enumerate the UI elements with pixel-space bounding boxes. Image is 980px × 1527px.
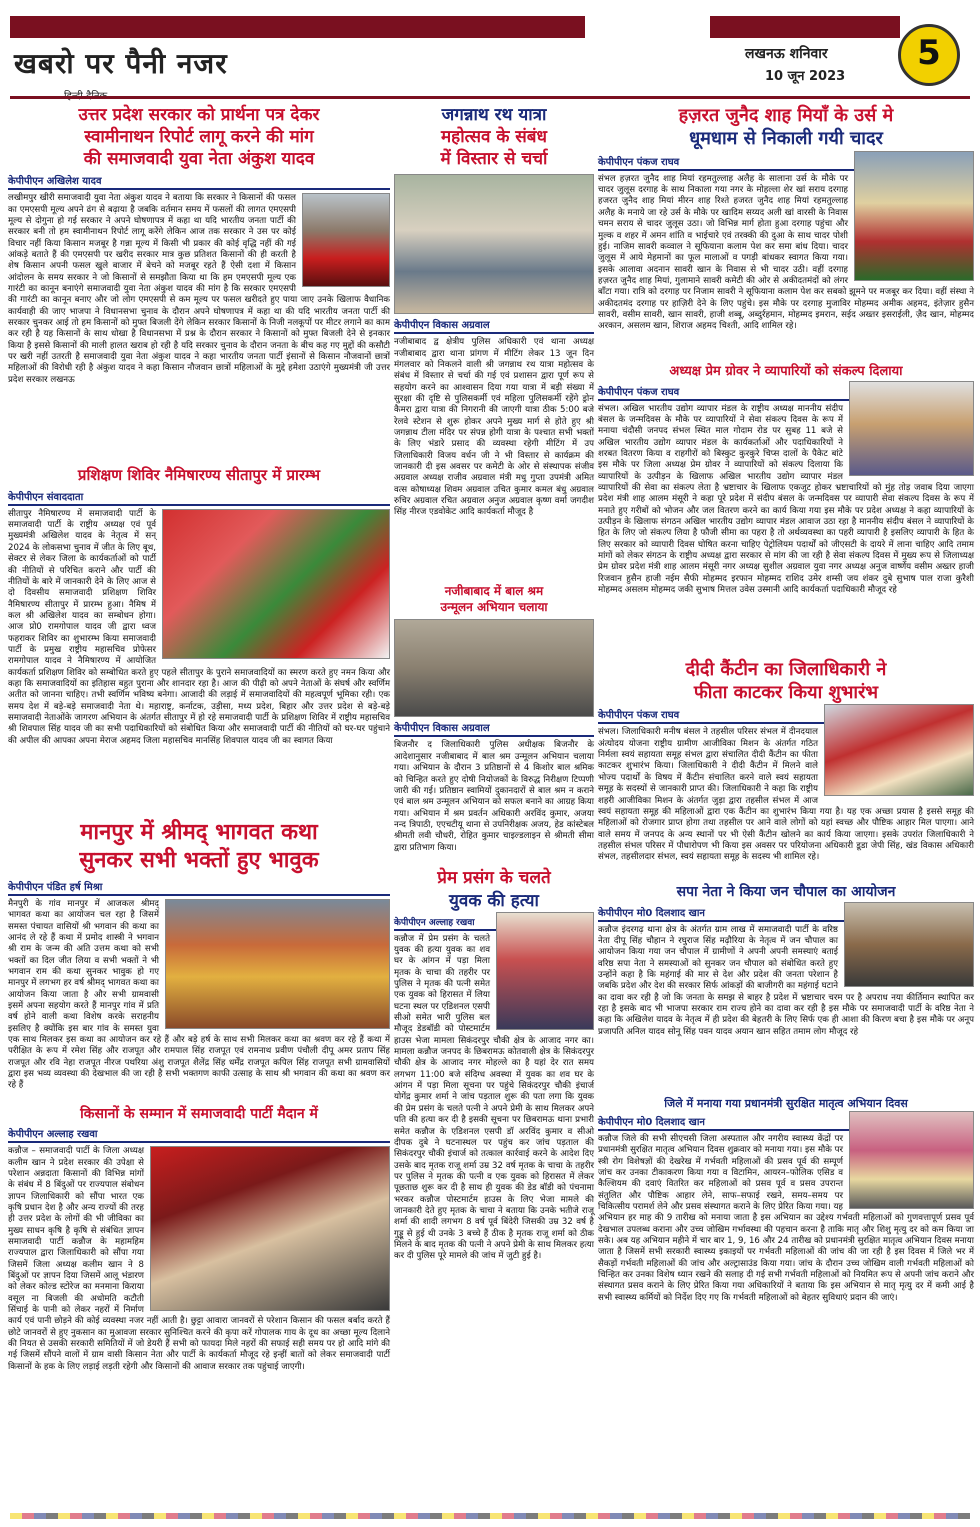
photo-meeting — [394, 174, 594, 314]
article-rath-yatra — [394, 104, 594, 580]
article-body: कन्नौज जिले की सभी सीएचसी जिला अस्पताल और नगरीय स्वास्थ्य केंद्रों पर प्रधानमंत्री सुरक्षित मातृत्व अभियान दिवस शुक्रवार को मनाया गया। इस मौके पर स्त्री रोग विशेषज्ञों की देखरेख में गर्भवती महिलाओं की प्रसव पूर्व की सम्पूर्ण जांच कर उनका टीकाकरण किया गया व विटामिन, आयरन–फोलिक एसिड व कैल्शियम की दवाएं वितरित कर महिलाओं को प्रसव पूर्व व प्रसव उपरान्त संतुलित और पौष्टिक आहार लेने, साफ–सफाई रखने, समय–समय पर चिकित्सीय परामर्श लेने और प्रसव संस्थागत कराने के लिए प्रेरित किया गया। यह अभियान हर माह की 9 तारीख को मनाया जाता है इस अभियान का उद्देश्य गर्भवती महिलाओं को गुणवत्तापूर्ण प्रसव पूर्व देखभाल उपलब्ध कराना और उच्च जोखिम गर्भावस्था की पहचान करना है ताकि मातृ और शिशु मृत्यु दर को कम किया जा सके। अब यह अभियान महीने में चार बार 1, 9, 16 और 24 तारीख को प्रधानमंत्री सुरक्षित मातृत्व अभियान दिवस मनाया जाता है जिसमें सभी सरकारी स्वास्थ्य इकाइयों पर गर्भवती महिलाओं की जांच की जा रही है इस दिवस में जिले भर में सैकड़ों गर्भवती महिलाओं की जांच और अल्ट्रासाउंड किया गया। जांच के दौरान उच्च जोखिम वाली गर्भवती महिलाओं को चिन्हित कर उनका विशेष ध्यान रखने की सलाह दी गई सभी गर्भवती महिलाओं को नियमित रूप से अपनी जांच कराने और संस्थागत प्रसव कराने के लिए प्रेरित किया गया अधिकारियों ने बताया कि इस अभियान से मातृ मृत्यु दर में कमी आई है सभी स्वास्थ्य कर्मियों को निर्देश दिए गए कि गर्भवती महिलाओं को बेहतर सुविधाएं प्रदान की जाएं। — [598, 1133, 974, 1303]
byline: केपीपीएन अखिलेश यादव — [8, 172, 390, 190]
article-msp-demand — [8, 104, 390, 460]
article-urs-chadar — [598, 104, 974, 360]
paper-name: खबरो पर पैनी नजर — [14, 47, 228, 80]
headline-line-2: उन्मूलन अभियान चलाया — [440, 599, 548, 614]
photo-training-camp — [162, 509, 390, 659]
article-body: नजीबाबाद द्व क्षेत्रीय पुलिस अधिकारी एवं थाना अध्यक्ष नजीबाबाद द्वारा थाना प्रांगण में मीटिंग लेकर 13 जून दिन मंगलवार को निकलने वाली श्री जगन्नाथ रथ यात्रा महोत्सव के संबंध में विस्तार से चर्चा की गई एवं प्रशासन द्वारा पूर्ण रूप से सहयोग करने का आश्वासन दिया गया यात्रा में बड़ी संख्या में सुरक्षा की दृष्टि से पुलिसकर्मी एवं महिला पुलिसकर्मी रहेंगे ड्रोन कैमरा द्वारा यात्रा की निगरानी की जाएगी यात्रा ठीक 5:00 बजे रेलवे स्टेशन से शुरू होकर अपने मुख्य मार्ग से होते हुए श्री जगन्नाथ टीला मंदिर पर संपन्न होगी यात्रा के पश्चात सभी भक्तों के लिए भंडारे प्रसाद की व्यवस्था रहेगी मीटिंग में उप जिलाधिकारी विजय वर्धन जी ने भी विस्तार से कार्यक्रम की जानकारी दी इस अवसर पर कमेटी के ओर से संस्थापक संजीव अग्रवाल अध्यक्ष राजीव अग्रवाल मंत्री मधु गुप्ता उपमंत्री अमित वत्स कोषाध्यक्ष शिवम अग्रवाल उचित कुमार कमल बंधु अग्रवाल रुचिर अग्रवाल रचित अग्रवाल अनुज अग्रवाल कृष्ण वर्मा जगदीश सिंह नीरज एडवोकेट आदि कार्यकर्ता मौजूद है — [394, 337, 594, 518]
masthead-rule — [10, 96, 970, 99]
headline-line-2: स्वामीनाथन रिपोर्ट लागू करने की मांग — [84, 127, 314, 148]
article-body: कन्नौज इंदरगढ़ थाना क्षेत्र के अंतर्गत ग्राम लाख में समाजवादी पार्टी के वरिष्ठ नेता दीपू सिंह चौहान ने रघुराज सिंह मढ़ौरिया के नेतृत्व में जन चौपाल का आयोजन किया गया जन चौपाल में ग्रामीणों ने अपनी अपनी समस्याएं बताई वरिष्ठ सपा नेता ने समस्याओं को सुनकर जन चौपाल को संबोधित करते हुए उन्होंने कहा है कि महंगाई की मार से देश और प्रदेश की जनता परेशान है जबकि प्रदेश और देश की सरकार सिर्फ आंकड़ों की बाजीगरी का महंगाई घटाने का दावा कर रही है जो कि जनता के समझ से बाहर है प्रदेश में भ्रष्टाचार चरम पर है अपराध नया कीर्तिमान स्थापित कर रहा है इसके बाद भी भाजपा सरकार राम राज्य होने का दावा कर रही है इस मौके पर समाजवादी पार्टी के वरिष्ठ नेता ने कहा कि अखिलेश यादव के नेतृत्व में ही प्रदेश की बेहतरी के लिए सिर्फ एक ही आशा की किरण बचा है इस मौके पर अनूप प्रजापति अनिल यादव सोनू सिंह पवन यादव अयान खान सहित तमाम लोग मौजूद रहे — [598, 924, 974, 1037]
registration-bar — [10, 1513, 970, 1519]
headline: अध्यक्ष प्रेम ग्रोवर ने व्यापारियों को संकल्प दिलाया — [669, 363, 903, 379]
masthead-bar-left — [10, 16, 585, 38]
headline-line-1: हज़रत जुनैद शाह मियाँ के उर्स मे — [678, 105, 894, 126]
article-body: संभल हज़रत जुनैद शाह मियां रहमतुल्लाह अलैह के सालाना उर्स के मौके पर चादर जुलूस दरगाह के साथ निकाला गया नगर के मोहल्ला शेर खां सराय दरगाह हजरत जुनैद शाह मियां मीरन शाह रिश्ते हजरत जुनैद शाह मियां रहमतुल्लाह अलैह के मनाये जा रहे उर्स के मौके पर खादिम सय्यद अली खां वारसी के निवास चमन सराय से चादर जुलूस उठा। जो विभिन्न मार्ग होता हुआ दरगाह पहुंचा और मुल्क व शहर में अमन शांति व भाईचारे एवं तरक्की की दुआ के साथ चादर पोशी हुई। नाजिम सावरी कव्वाल ने सूफियाना कलाम पेश कर समा बांध दिया। चादर जुलूस में आये मेहमानों का फूल मालाओं व पगड़ी बांधकर स्वागत किया गया। इसके आलावा अदनान सावरी खान के निवास से भी चादर उठी। वहीं दरगाह हज़रत जुनैद शाह मियां, गुलामाने सावरी कमेटी की ओर से अकीदतमंदों को लंगर बाँटा गया। रात्रि को दरगाह पर निजाम सावरी ने सूफियाना कलाम पेश कर सबको झूमने पर मजबूर कर दिया। वहीं संस्था ने अकीदतमंद दरगाह पर हाज़िरी देने के लिए पहुंचे। इस मौके पर दरगाह मुजाविर मोहम्मद अमीक अहमद, इंतेज़ार हुसैन सावरी, वसीम सावरी, खान सावरी, हाजी शब्बू, अब्दुर्रहमान, मोहम्मद इमरान, सईद अख्तर इसराईली, ज़ैद खान, मोहम्मद अरकान, असलम खान, शिराज अहमद चिश्ती, आदि शामिल रहे। — [598, 173, 974, 332]
byline: केपीपीएन विकास अग्रवाल — [394, 719, 594, 737]
article-body: सीतापुर नैमिषारण्य में समाजवादी पार्टी के समाजवादी पार्टी के राष्ट्रीय अध्यक्ष एवं पूर्व मुख्यमंत्री अखिलेश यादव के नेतृत्व में सन् 2024 के लोकसभा चुनाव में जीत के लिए बूथ, सेक्टर से लेकर जिला के कार्यकर्ताओं को पार्टी की नीतियों से परिचित कराने और पार्टी की नीतियों के बारे में जानकारी देने के लिए आज से दो दिवसीय समाजवादी प्रशिक्षण शिविर नैमिषारण्य सीतापुर में प्रारम्भ हुआ। नैमिष में कल श्री अखिलेश यादव का सम्बोधन होगा। आज प्रो0 रामगोपाल यादव जी द्वारा ध्वज फहराकर शिविर का शुभारम्भ किया समाजवादी पार्टी के प्रमुख राष्ट्रीय महासचिव प्रोफेसर रामगोपाल यादव ने नैमिषारण्य में आयोजित कार्यकर्ता प्रशिक्षण शिविर को सम्बोधित करते हुए पहले सीतापुर के पुराने समाजवादियों का स्मरण करते हुए नमन किया और कहा कि समाजवादियों का इतिहास बहुत पुराना और शानदार रहा है। आज की पीढ़ी को अपने नेताओं के संघर्ष और स्वर्णिम अतीत को जानना चाहिए। तभी स्वर्णिम भविष्य बनेगा। आजादी की लड़ाई में समाजवादियों की महत्वपूर्ण भूमिका रही। एक समय देश में बड़े-बड़े समाजवादी नेता थे। महाराष्ट्र, कर्नाटक, उड़ीसा, मध्य प्रदेश, बिहार और उत्तर प्रदेश से बड़े-बड़े समाजवादी नेताओंके जागरण अभियान के अंतर्गत सीतापुर में हो रहे समाजवादी पार्टी के प्रशिक्षण शिविर में राष्ट्रीय महासचिव श्री शिवपाल सिंह यादव जी का सभी पदाधिकारियों को संबोधित किया और समाजवादी पार्टी की नीतियों को घर-घर पहुंचाने की अपील की आपका अपना मेराज अहमद जिला महासचिव मानसिंह शिवपाल यादव जी का स्वागत किया — [8, 508, 390, 746]
column-left — [8, 104, 390, 1484]
article-body: संभल। अखिल भारतीय उद्योग व्यापार मंडल के राष्ट्रीय अध्यक्ष माननीय संदीप बंसल के जन्मदिवस के मौके पर व्यापारियों ने सेवा संकल्प दिवस के रूप में मनाया चंदौसी जनपद संभल स्थित माल गोदाम रोड पर सुबह 11 बजे से अखिल भारतीय उद्योग व्यापार मंडल के कार्यकर्ताओं और पदाधिकारियों ने शरबत वितरण किया व राहगीरों को बिस्कुट कुरकुरे चिप्स दालों के पैकेट बांटे इस मौके पर जिला अध्यक्ष प्रेम ग्रोवर ने व्यापारियों को संकल्प दिलाया कि व्यापारियों के उत्पीड़न के खिलाफ अखिल भारतीय उद्योग व्यापार मंडल व्यापारियों की सेवा का संकल्प लेता है भ्रष्टाचार के खिलाफ एकजुट होकर भ्रष्टाचारियों को मुंह तोड़ जवाब दिया जाएगा प्रदेश मंत्री शाह आलम मंसूरी ने कहा पूरे प्रदेश में संदीप बंसल के जन्मदिवस पर व्यापारी सेवा संकल्प दिवस के रूप में मनाते हुए गरीबों को भोजन और जल वितरण करने का कार्य किया गया इस मौके पर प्रदेश अध्यक्ष ने कहा व्यापारियों के उत्पीड़न के खिलाफ संगठन अखिल भारतीय उद्योग व्यापार मंडल आवाज उठा रहा है माननीय संदीप बंसल ने व्यापारियों के हित के लिए जो संकल्प लिया है फौजी सीमा का पहरा है तो अर्थव्यवस्था का पहरी व्यापारी है इसलिए व्यापारी के हित के लिए सरकार को व्यापारी दिवस घोषित करना चाहिए पेट्रोलियम पदार्थों को जीएसटी के दायरे में लाना चाहिए आदि तमाम मांगों को लेकर संगठन के राष्ट्रीय अध्यक्ष द्वारा सरकार से मांग की जा रही है सेवा संकल्प दिवस में मुख्य रूप से जिलाध्यक्ष प्रेम ग्रोवर प्रदेश मंत्री शाह आलम मंसूरी नगर अध्यक्ष सुशील अग्रवाल युवा नगर अध्यक्ष अनुज वार्ष्णेय वसीम अख्तर हाजी रिजवान हुसैन हाजी नईम सैफी मोहम्मद इरफान मोहम्मद राशिद उमेर शम्सी जय शंकर दुबे सुभाष पाल राजा कुरैशी मोहम्मद असलम मोहम्मद जकी सुभाष मित्तल उवेस उस्मानी आदि कार्यकर्ता पदाधिकारी मौजूद रहे — [598, 403, 975, 596]
page-number: 5 — [917, 33, 941, 73]
headline: सपा नेता ने किया जन चौपाल का आयोजन — [676, 884, 896, 901]
byline: केपीपीएन पंकज राघव — [598, 383, 974, 401]
photo-health-camp — [849, 1111, 974, 1209]
photo-kaleem-khan — [150, 1146, 390, 1311]
byline: केपीपीएन संवाददाता — [8, 488, 390, 506]
headline-line-1: नजीबाबाद में बाल श्रम — [444, 584, 544, 599]
article-body: बिजनौर द जिलाधिकारी पुलिस अधीक्षक बिजनौर के आदेशानुसार नजीबाबाद में बाल श्रम उन्मूलन अभियान चलाया गया। अभियान के दौरान 3 प्रतिष्ठानों से 4 किशोर बाल श्रमिक को चिन्हित करते हुए दोषी नियोजकों के विरुद्ध निरीक्षण टिप्पणी जारी की गई। प्रतिष्ठान स्वामियों दुकानदारों से बाल श्रम न कराने एवं बाल श्रम उन्मूलन अभियान को सफल बनाने का आग्रह किया गया। अभियान में श्रम प्रवर्तन अधिकारी अरविंद कुमार, अजया नन्द त्रिपाठी, एएचटीयू थाना से उपनिरीक्षक अजय, हेड कांस्टेबल श्रीमती लवी चौधरी, रोहित कुमार चाइल्डलाइन से श्रीमती सीमा द्वारा प्रतिभाग किया। — [394, 740, 594, 853]
byline: केपीपीएन पंकज राघव — [598, 153, 974, 171]
article-traders-pledge — [598, 364, 974, 654]
article-farmers-sp — [8, 1105, 390, 1484]
issue-date: 10 जून 2023 — [765, 69, 846, 84]
headline-line-1: प्रेम प्रसंग के चलते — [437, 868, 551, 889]
article-body: लखीमपुर खीरी समाजवादी युवा नेता अंकुश यादव ने बताया कि सरकार ने किसानों की फसल का एमएसपी मूल्य अपने ढंग से बढ़ाया है जबकि वर्तमान समय में फसलों की लागत एमएसपी मूल्य से दोगुना हो गई सरकार ने अपने घोषणापत्र में कहा था यदि भारतीय जनता पार्टी की सरकार बनी तो हम स्वामीनाथन रिपोर्ट लागू करेंगे लेकिन आज तक सरकार ने उस पर कोई विचार नहीं किया किसान मजबूर है गन्ना मूल्य में किसी भी प्रकार की कोई वृद्धि नहीं की गई आंकड़े बताते हैं की एमएसपी पर खरीद सरकार मात्र कुछ प्रतिशत किसानों की ही करती है शेष किसान अपनी फसल खुले बाजार में बेचने को मजबूर रहते हैं ऐसी दशा में किसान आंदोलन के समय सरकार ने जो किसानों से समझौता किया था कि हम एमएसपी मूल्य एक गारंटी का कानून बनाएंगे समाजवादी युवा नेता अंकुश यादव की मांग है कि सरकार एमएसपी की गारंटी का कानून बनाए और जो लोग एमएसपी से कम मूल्य पर फसल खरीदते हुए पाया जाए उनके खिलाफ वैधानिक कार्यवाही की जाए भाजपा ने विधानसभा चुनाव के दौरान अपने घोषणापत्र में कहा था की यदि भारतीय जनता पार्टी की सरकार चुनकर आई तो हम किसानों को मुफ्त बिजली देंगे लेकिन सरकार किसानों के निजी नलकूपों पर मीटर लगाने का काम कर रही है यह किसानों के साथ धोखा है विधानसभा में प्रश्न के दौरान सरकार ने किसानों को मुफ्त बिजली देने से इनकार किया है इससे किसानों की माली हालत खराब हो रही है यदि सरकार चुनाव के दौरान जनता के बीच कह गए मुद्दों की कसौटी पर खरी नहीं उतरती है समाजवादी युवा नेता अंकुश यादव ने कहा भारतीय जनता पार्टी इंसानों से किसान नौजवानों छात्रों महिलाओं की विरोधी रही है अंकुश यादव ने कहा किसान नौजवान छात्रों महिलाओं के मुद्दे हमेशा उठाएंगे मुख्यमंत्री जी उत्तर प्रदेश सरकार लखनऊ — [8, 193, 390, 385]
photo-chaupal — [844, 902, 974, 987]
paper-subtitle — [64, 88, 107, 102]
column-right — [598, 104, 974, 1370]
headline: प्रशिक्षण शिविर नैमिषारण्य सीतापुर में प्रारम्भ — [77, 466, 321, 485]
byline: केपीपीएन मो0 दिलशाद खान — [598, 904, 974, 922]
article-murder — [394, 867, 594, 1473]
headline-line-2: युवक की हत्या — [449, 890, 539, 911]
article-body: कन्नौज में प्रेम प्रसंग के चलते युवक की हत्या युवक का शव घर के आंगन में पड़ा मिला मृतक के चाचा की तहरीर पर पुलिस ने मृतक की पत्नी समेत एक युवक को हिरासत में लिया घटना स्थल पर एडिशनल एसपी सीओ समेत भारी पुलिस बल मौजूद डेडबॉडी को पोस्टमार्टम हाउस भेजा मामला सिकंदरपुर चौकी क्षेत्र के आजाद नगर का। मामला कन्नौज जनपद के छिबरामऊ कोतवाली क्षेत्र के सिकंदरपुर चौकी क्षेत्र के आजाद नगर मोहल्ले का है यहां देर रात समय लगभग 11:00 बजे संदिग्ध अवस्था में युवक का शव घर के आंगन में पड़ा मिला सूचना पर पहुंचे सिकंदरपुर चौकी इंचार्ज योगेंद्र कुमार शर्मा ने जांच पड़ताल शुरू की पता लगा कि युवक की प्रेम प्रसंग के चलते पत्नी ने अपने प्रेमी के साथ मिलकर अपने पति की हत्या कर दी है इसकी सूचना पर छिबरामऊ थाना प्रभारी समेत कन्नौज के एडिशनल एसपी डॉ अरविंद कुमार व सीओ दीपक दुबे ने घटनास्थल पर पहुंच कर जांच पड़ताल की सिकंदरपुर चौकी इंचार्ज को तत्काल कार्रवाई करने के आदेश दिए उसके बाद मृतक राजू शर्मा उम्र 32 वर्ष मृतक के चाचा के तहरीर पर पुलिस ने मृतक की पत्नी व एक युवक को हिरासत में लेकर पूछताछ शुरू कर दी है साथ ही युवक की डेड बॉडी को पंचनामा भरकर कन्नौज पोस्टमार्टम हाउस के लिए भेजा मामले की जानकारी देते हुए मृतक के चाचा ने बताया कि उनके भतीजे राजू शर्मा की शादी लगभग 8 वर्ष पूर्व बिंदेरी जिसकी उम्र 32 वर्ष है गुड्डू से हुई थी उनके 3 बच्चे हैं ठीक है मृतक राजू शर्मा को ठीक मिलने के बाद मृतक की पत्नी ने अपने प्रेमी के साथ मिलकर हत्या कर दी पुलिस पूरे मामले की जांच में जुटी हुई है। — [394, 933, 594, 1262]
article-training-camp — [8, 466, 390, 815]
place-day: लखनऊ शनिवार — [745, 46, 828, 62]
byline: केपीपीएन पंकज राघव — [598, 706, 974, 724]
headline-line-1: जगन्नाथ रथ यात्रा — [441, 105, 547, 125]
headline-line-2: फीता काटकर किया शुभारंभ — [693, 682, 879, 704]
article-body: संभल। जिलाधिकारी मनीष बंसल ने तहसील परिसर संभल में दीनदयाल अंत्योदय योजना राष्ट्रीय ग्रामीण आजीविका मिशन के अंतर्गत गठित निर्मला स्वयं सहायता समूह संभल द्वारा संचालित दीदी कैंटीन का फीता काटकर शुभारंभ किया। जिलाधिकारी ने दीदी कैंटीन में मिलने वाले भोज्य पदार्थों के विषय में कैंटीन संचालित करने वाले स्वयं सहायता समूह के सदस्यों से जानकारी प्राप्त की। जिलाधिकारी ने कहा कि राष्ट्रीय शहरी आजीविका मिशन के अंतर्गत जुड़ा द्वारा तहसील संभल में आज स्वयं सहायता समूह की महिलाओं द्वारा एक कैंटीन का शुभारंभ किया गया है। यह एक अच्छा प्रयास है इससे समूह की महिलाओं को रोजगार प्राप्त होगा तथा तहसील पर आने वाले लोगों को यहां स्वच्छ और पौष्टिक आहार मिल पाएगा। आने वाले समय में जनपद के अन्य स्थानों पर भी ऐसी कैंटीन खोलने का कार्य किया जाएगा। इसके उपरांत जिलाधिकारी ने तहसील संभल परिसर में पौधारोपण भी किया इस अवसर पर परियोजना अधिकारी डूडा जेपी सिंह, खंड विकास अधिकारी संभल, तहसीलदार संभल, स्वयं सहायता समूह के सदस्य भी शामिल रहे। — [598, 727, 974, 863]
headline: जिले में मनाया गया प्रधानमंत्री सुरक्षित मातृत्व अभियान दिवस — [664, 1096, 908, 1110]
article-maternity-campaign — [598, 1097, 974, 1370]
headline-line-1: उत्तर प्रदेश सरकार को प्रार्थना पत्र देकर — [78, 105, 320, 125]
headline-line-2: धूमधाम से निकाली गयी चादर — [689, 128, 883, 150]
byline: केपीपीएन मो0 दिलशाद खान — [598, 1113, 974, 1131]
article-body: कन्नौज – समाजवादी पार्टी के जिला अध्यक्ष कलीम खान ने प्रदेश सरकार की उपेक्षा से परेशान अन्नदाता किसानों की विभिन्न मांगों के संबंध में 8 बिंदुओं पर राज्यपाल संबोधन ज्ञापन जिलाधिकारी को सौंपा भारत एक कृषि प्रधान देश है और अन्य राज्यों की तरह ही उत्तर प्रदेश के लोगों की भी जीविका का मुख्य साधन कृषि है कृषि से संबंधित ज्ञापन समाजवादी पार्टी कन्नौज के महामहिम राज्यपाल द्वारा जिलाधिकारी को सौंपा गया जिसमें जिला अध्यक्ष कलीम खान ने 8 बिंदुओं पर ज्ञापन दिया जिसमें आलू भंडारण को लेकर कोल्ड स्टोरेज का मनमाना किराया वसूल ना बिजली की अधोमति कटौती सिंचाई के पानी को लेकर नहरों में निर्माण कार्य एवं पानी छोड़ने की कोई व्यवस्था नजर नहीं आती है। छुट्टा आवारा जानवरों से परेशान किसान की फसल बर्बाद करते हैं छोटे जानवरों से हुए नुकसान का मुआवजा सरकार सुनिश्चित करने की कृपा करें गोपालक गाय के दूध का अच्छा मूल्य दिलाने की नियत से उसकी सरकारी समितियों में जो डेयरी हैं सभी को फायदा मिले नहरों की सफाई सही समय पर हो आदि मांगे की गई जिसमें सौंपने वालों में ग्राम वासी किसान नेता और पार्टी के कार्यकर्ता मौजूद रहे इन्हीं बातों को लेकर समाजवादी पार्टी किसानों के हक के लिए लड़ाई लड़ती रहेगी और किसानों की आवाज सरकार तक पहुंचाई जाएगी। — [8, 1146, 390, 1372]
headline-line-1: मानपुर में श्रीमद् भागवत कथा — [80, 819, 318, 845]
photo-ankush-yadav — [302, 193, 390, 287]
headline: किसानों के सम्मान में समाजवादी पार्टी मैदान में — [80, 1105, 318, 1122]
photo-katha-gathering — [165, 899, 390, 1029]
headline-line-3: में विस्तार से चर्चा — [440, 149, 548, 170]
headline-line-2: सुनकर सभी भक्तों हुए भावुक — [79, 848, 319, 874]
photo-labour-drive — [394, 619, 594, 717]
photo-chadar-procession — [854, 151, 974, 281]
masthead — [0, 0, 980, 100]
byline: केपीपीएन अल्लाह रखवा — [394, 914, 594, 931]
headline-line-3: की समाजवादी युवा नेता अंकुश यादव — [83, 149, 315, 170]
article-jan-chaupal — [598, 883, 974, 1092]
column-middle — [394, 104, 594, 1474]
photo-traders — [849, 381, 974, 476]
photo-crowd — [496, 912, 594, 1030]
byline: केपीपीएन पंडित हर्ष मिश्रा — [8, 878, 390, 896]
byline: केपीपीएन विकास अग्रवाल — [394, 316, 594, 334]
headline-line-1: दीदी कैंटीन का जिलाधिकारी ने — [685, 658, 887, 680]
photo-ribbon-cutting — [824, 704, 974, 796]
masthead-bar-right — [710, 16, 900, 38]
article-body: मैनपुरी के गांव मानपुर में आजकल श्रीमद् भागवत कथा का आयोजन चल रहा है जिसमें समस्त पंचायत वासियों श्री भगवान की कथा का आनंद ले रहे हैं कथा में प्रमोद शास्त्री ने भगवान श्री राम के जन्म की अति उत्तम कथा को सभी भक्तों का दिल जीत लिया व सभी भक्तों ने भी भगवान राम की कथा सुनकर भावुक हो गए मानपुर में लगभग हर वर्ष श्रीमद् भागवत कथा का आयोजन किया जाता है और सभी ग्रामवासी इसमें अपना सहयोग करते हैं मानपुर गांव में प्रति वर्ष होने वाली कथा विशेष करके सराहनीय इसलिए है क्योंकि इस बार गांव के समस्त युवा एक साथ मिलकर इस कथा का आयोजन कर रहे हैं और बड़े हर्ष के साथ सभी मिलकर कथा का श्रवण कर रहे हैं कथा में परीक्षित के रूप में रमेश सिंह और राजपूत और रामपाल सिंह राजपूत एवं रामनाथ प्रवीण पंचौली दीपू अमर प्रताप सिंह राजपूत और रवि नेहा राजपूत नीरज पथरिया अंशु राजपूत शैलेंद्र सिंह धर्मेंद्र राजपूत कपिल सिंह राजपूत सभी ग्रामवासियों द्वारा इस भव्य व्यवस्था की देखभाल की जा रही है सभी भक्तगण काफी उत्साह के साथ श्री भगवान की कथा का श्रवण कर रहे हैं — [8, 898, 390, 1091]
byline: केपीपीएन अल्लाह रखवा — [8, 1125, 390, 1143]
article-bhagwat-katha — [8, 819, 390, 1101]
article-child-labour — [394, 584, 594, 863]
article-didi-canteen — [598, 658, 974, 880]
page-number-badge — [898, 24, 960, 86]
headline-line-2: महोत्सव के संबंध — [441, 127, 547, 148]
